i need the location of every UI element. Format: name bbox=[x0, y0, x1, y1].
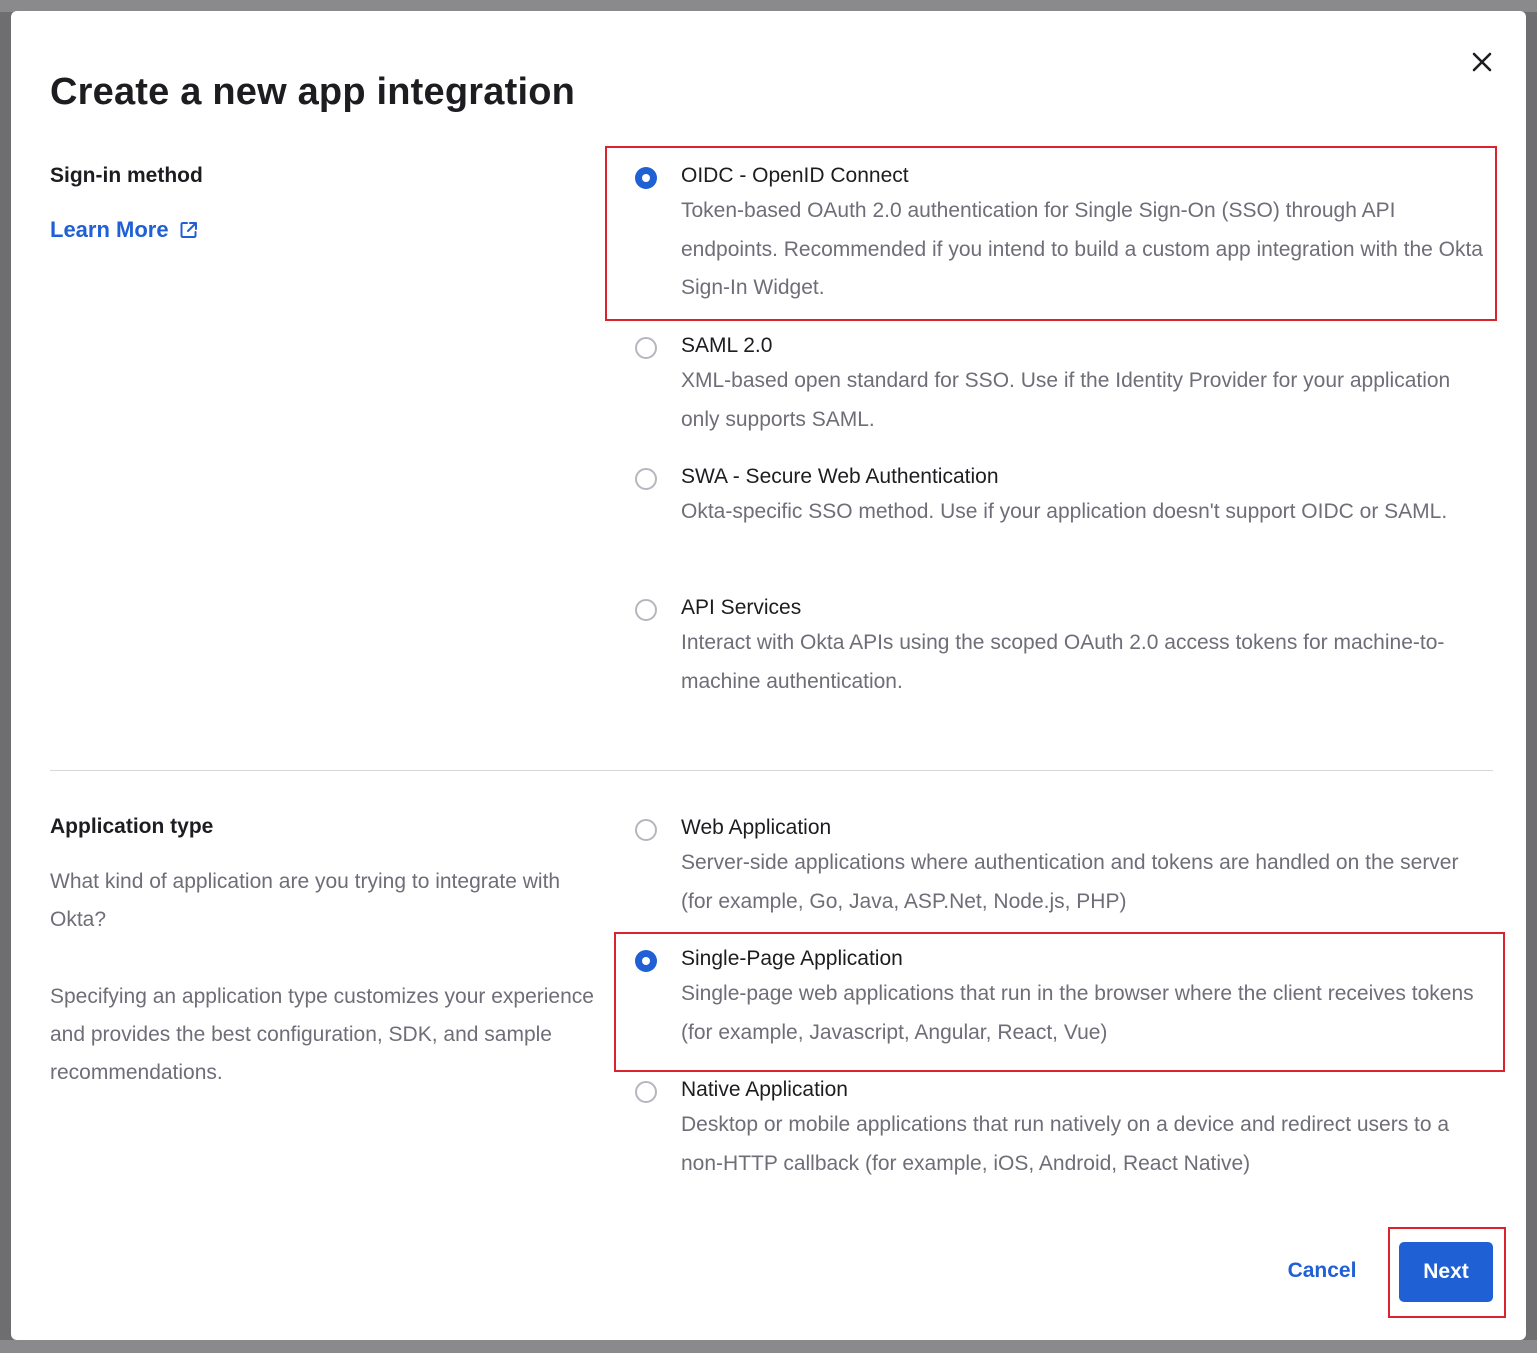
radio-oidc[interactable] bbox=[635, 167, 657, 189]
option-label: API Services bbox=[681, 596, 802, 619]
option-label: Native Application bbox=[681, 1078, 848, 1101]
option-label: SWA - Secure Web Authentication bbox=[681, 465, 999, 488]
close-icon bbox=[1472, 52, 1492, 72]
application-type-label: Application type bbox=[50, 815, 214, 838]
option-description: Okta-specific SSO method. Use if your application doesn't support OIDC or SAML. bbox=[681, 500, 1448, 523]
radio-web-application[interactable] bbox=[635, 819, 657, 841]
application-type-help: What kind of application are you trying to integrate with Okta? bbox=[50, 870, 561, 931]
learn-more-link[interactable] bbox=[50, 217, 199, 243]
cancel-button[interactable]: Cancel bbox=[1279, 1241, 1365, 1301]
create-app-integration-modal bbox=[11, 11, 1526, 1340]
radio-single-page-application[interactable] bbox=[635, 950, 657, 972]
application-type-help-detail: Specifying an application type customizes your experience and provides the best configuration, SDK, and sample recommendations. bbox=[50, 985, 594, 1084]
option-label: Single-Page Application bbox=[681, 947, 903, 970]
next-button[interactable]: Next bbox=[1399, 1242, 1493, 1302]
option-description: XML-based open standard for SSO. Use if the Identity Provider for your application only supports SAML. bbox=[681, 369, 1451, 431]
external-link-icon bbox=[179, 220, 199, 240]
close-button[interactable] bbox=[1467, 47, 1497, 77]
option-description: Single-page web applications that run in the browser where the client receives tokens (for example, Javascript, Angular, React, Vue) bbox=[681, 982, 1474, 1044]
modal-title: Create a new app integration bbox=[50, 71, 576, 113]
option-description: Token-based OAuth 2.0 authentication for Single Sign-On (SSO) through API endpoints. Recommended if you intend to build a custom app integration with the Okta Sign-In Widget. bbox=[681, 199, 1483, 299]
radio-native-application[interactable] bbox=[635, 1081, 657, 1103]
option-description: Server-side applications where authentication and tokens are handled on the server (for example, Go, Java, ASP.Net, Node.js, PHP) bbox=[681, 851, 1459, 913]
learn-more-text: Learn More bbox=[50, 217, 169, 242]
option-label: OIDC - OpenID Connect bbox=[681, 164, 909, 187]
option-label: Web Application bbox=[681, 816, 832, 839]
option-description: Desktop or mobile applications that run natively on a device and redirect users to a non-HTTP callback (for example, iOS, Android, React Native) bbox=[681, 1113, 1450, 1175]
radio-saml[interactable] bbox=[635, 337, 657, 359]
option-label: SAML 2.0 bbox=[681, 334, 773, 357]
radio-swa[interactable] bbox=[635, 468, 657, 490]
backdrop-bottom bbox=[0, 1340, 1537, 1353]
sign-in-method-label: Sign-in method bbox=[50, 164, 203, 187]
radio-api-services[interactable] bbox=[635, 599, 657, 621]
option-description: Interact with Okta APIs using the scoped OAuth 2.0 access tokens for machine-to-machine authentication. bbox=[681, 631, 1445, 693]
section-divider bbox=[50, 770, 1493, 771]
